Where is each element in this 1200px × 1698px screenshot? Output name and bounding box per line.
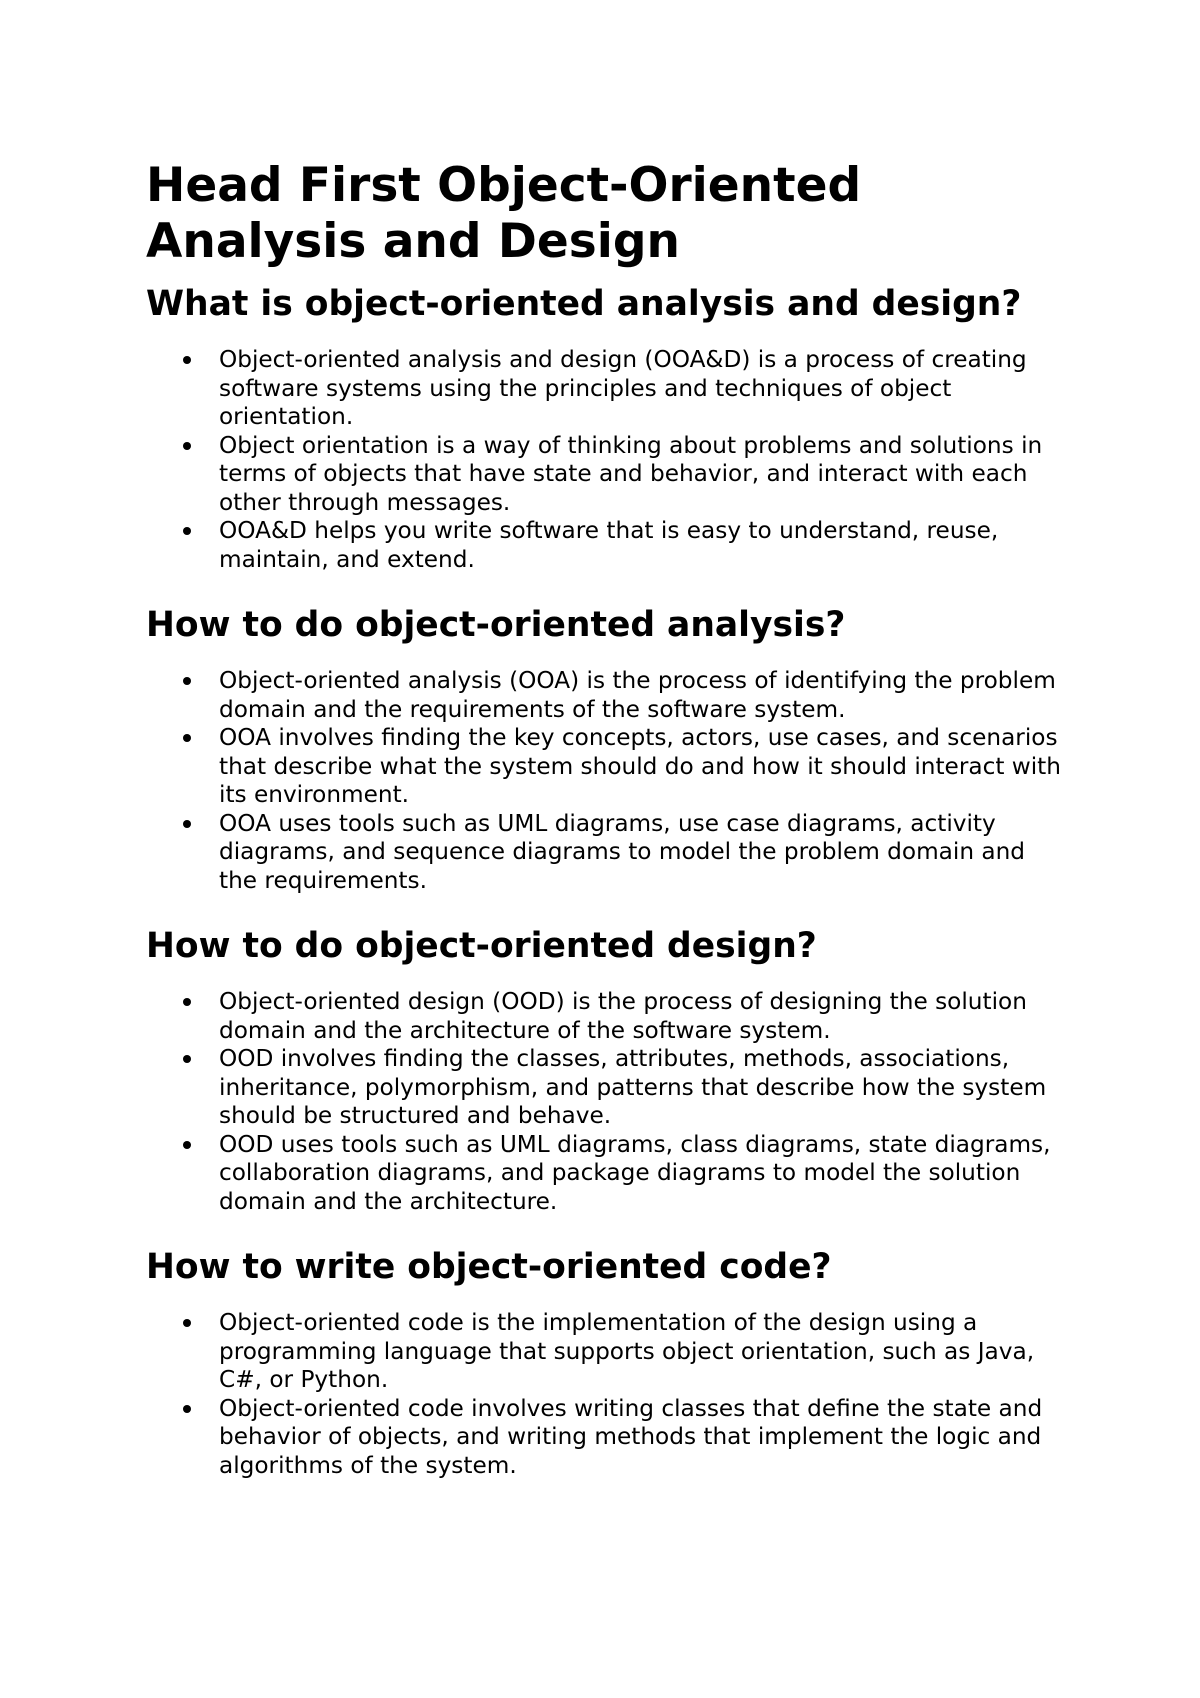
bullet-icon xyxy=(183,1405,191,1413)
list-item xyxy=(146,1045,1066,1131)
list-item-text: Object orientation is a way of thinking about problems and solutions in terms of objects that have state and behavior, and interact with each other through messages. xyxy=(219,431,1043,516)
document-page xyxy=(146,158,1066,1510)
bullet-icon xyxy=(183,998,191,1006)
list-item-text: Object-oriented analysis and design (OOA&D) is a process of creating software systems using the principles and techniques of object orientation. xyxy=(219,346,1027,430)
document-title: Head First Object-Oriented Analysis and Design xyxy=(146,158,862,269)
bullet-icon xyxy=(183,820,191,828)
list-item-text: OOA uses tools such as UML diagrams, use case diagrams, activity diagrams, and sequence diagrams to model the problem domain and the requirements. xyxy=(219,809,1026,894)
bullet-icon xyxy=(183,442,191,450)
bullet-icon xyxy=(183,677,191,685)
bullet-list xyxy=(146,667,1066,895)
list-item xyxy=(146,517,1066,574)
list-item-text: OOD uses tools such as UML diagrams, class diagrams, state diagrams, collaboration diagrams, and package diagrams to model the solution domain and the architecture. xyxy=(219,1130,1051,1215)
list-item xyxy=(146,810,1066,896)
list-item xyxy=(146,432,1066,518)
section-ood xyxy=(146,925,1066,1216)
bullet-list xyxy=(146,988,1066,1216)
list-item-text: Object-oriented code is the implementation of the design using a programming language that supports object orientation, such as Java, C#, or Python. xyxy=(219,1309,1035,1393)
bullet-list xyxy=(146,346,1066,574)
bullet-icon xyxy=(183,527,191,535)
list-item-text: OOA involves finding the key concepts, actors, use cases, and scenarios that describe what the system should do and how it should interact with its environment. xyxy=(219,724,1061,808)
list-item-text: Object-oriented code involves writing classes that define the state and behavior of objects, and writing methods that implement the logic and algorithms of the system. xyxy=(219,1394,1043,1479)
list-item xyxy=(146,1131,1066,1217)
list-item-text: Object-oriented analysis (OOA) is the process of identifying the problem domain and the requirements of the software system. xyxy=(219,667,1056,723)
list-item xyxy=(146,346,1066,432)
bullet-icon xyxy=(183,1141,191,1149)
list-item-text: Object-oriented design (OOD) is the process of designing the solution domain and the architecture of the software system. xyxy=(219,988,1027,1044)
section-heading: How to do object-oriented analysis? xyxy=(146,605,846,645)
bullet-icon xyxy=(183,356,191,364)
section-heading: What is object-oriented analysis and design? xyxy=(146,284,1022,324)
list-item xyxy=(146,667,1066,724)
section-ooa xyxy=(146,604,1066,895)
bullet-icon xyxy=(183,1319,191,1327)
list-item xyxy=(146,1309,1066,1395)
list-item-text: OOD involves finding the classes, attributes, methods, associations, inheritance, polymorphism, and patterns that describe how the system should be structured and behave. xyxy=(219,1045,1047,1129)
list-item xyxy=(146,988,1066,1045)
bullet-icon xyxy=(183,734,191,742)
bullet-list xyxy=(146,1309,1066,1480)
bullet-icon xyxy=(183,1055,191,1063)
section-oo-code xyxy=(146,1246,1066,1480)
list-item xyxy=(146,724,1066,810)
list-item-text: OOA&D helps you write software that is easy to understand, reuse, maintain, and extend. xyxy=(219,517,999,573)
list-item xyxy=(146,1395,1066,1481)
section-heading: How to do object-oriented design? xyxy=(146,926,817,966)
section-what-is-ooad xyxy=(146,283,1066,574)
section-heading: How to write object-oriented code? xyxy=(146,1247,832,1287)
